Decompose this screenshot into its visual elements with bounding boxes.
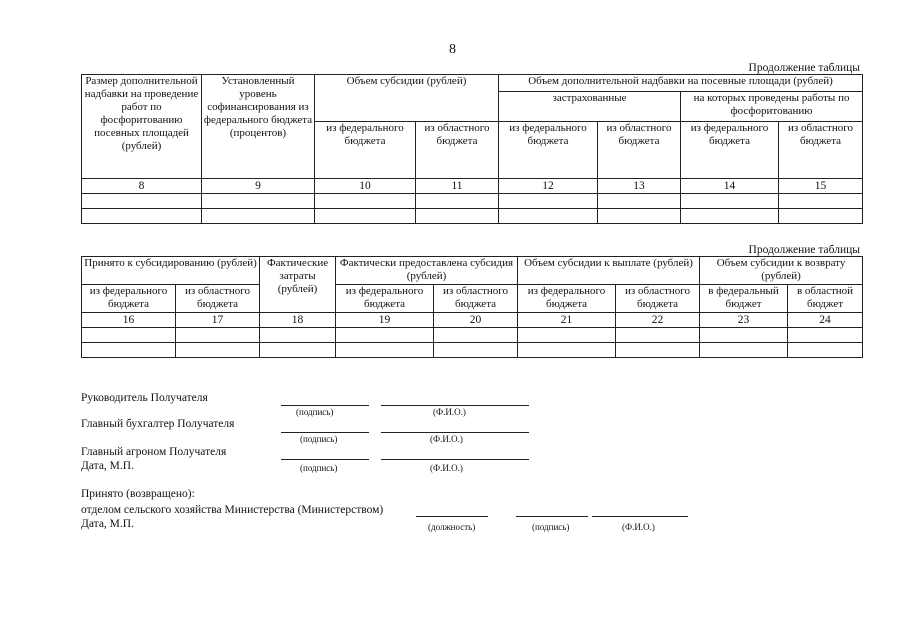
fio-caption: (Ф.И.О.)	[622, 522, 655, 532]
header-accepted: Принято к субсидированию (рублей)	[82, 257, 260, 285]
position-line	[416, 516, 488, 517]
col-number: 18	[260, 313, 336, 328]
header-provided: Фактически предоставлена субсидия (рублей)	[336, 257, 518, 285]
table-row	[82, 209, 863, 224]
col-number: 12	[499, 179, 598, 194]
col-number: 21	[518, 313, 616, 328]
signature-line	[281, 432, 369, 433]
col-number: 23	[700, 313, 788, 328]
chief-agronomist-label: Главный агроном Получателя	[81, 446, 227, 458]
header-extra-volume: Объем дополнительной надбавки на посевные площади (рублей)	[499, 75, 863, 92]
fio-line	[381, 459, 529, 460]
col-number: 16	[82, 313, 176, 328]
header-insured: застрахованные	[499, 92, 681, 122]
col-number: 20	[434, 313, 518, 328]
col-number: 19	[336, 313, 434, 328]
header-fed-19: из федерального бюджета	[336, 285, 434, 313]
col-number: 9	[202, 179, 315, 194]
header-fed-16: из федерального бюджета	[82, 285, 176, 313]
header-reg-13: из областного бюджета	[598, 122, 681, 179]
ministry-department-label: отделом сельского хозяйства Министерства (Министерством)	[81, 504, 384, 516]
header-return: Объем субсидии к возврату (рублей)	[700, 257, 863, 285]
header-fed-23: в федеральный бюджет	[700, 285, 788, 313]
table-row	[82, 194, 863, 209]
col-number: 24	[788, 313, 863, 328]
header-phosphorized: на которых проведены работы по фосфоритованию	[681, 92, 863, 122]
fio-caption: (Ф.И.О.)	[430, 463, 463, 473]
col-number: 17	[176, 313, 260, 328]
col-number: 22	[616, 313, 700, 328]
header-reg-11: из областного бюджета	[416, 122, 499, 179]
header-extra-size: Размер дополнительной надбавки на проведение работ по фосфоритованию посевных площадей (рублей)	[82, 75, 202, 179]
header-reg-15: из областного бюджета	[779, 122, 863, 179]
signature-line	[281, 405, 369, 406]
signature-line	[281, 459, 369, 460]
col-number: 11	[416, 179, 499, 194]
col-number: 13	[598, 179, 681, 194]
header-actual-costs: Фактические затраты (рублей)	[260, 257, 336, 313]
header-reg-20: из областного бюджета	[434, 285, 518, 313]
signature-caption: (подпись)	[300, 434, 338, 444]
header-payout: Объем субсидии к выплате (рублей)	[518, 257, 700, 285]
head-of-recipient-label: Руководитель Получателя	[81, 392, 208, 404]
header-cofinancing-level: Установленный уровень софинансирования из федерального бюджета (процентов)	[202, 75, 315, 179]
col-number: 14	[681, 179, 779, 194]
header-fed-10: из федерального бюджета	[315, 122, 416, 179]
signature-caption: (подпись)	[532, 522, 570, 532]
fio-caption: (Ф.И.О.)	[433, 407, 466, 417]
date-stamp-label: Дата, М.П.	[81, 518, 134, 530]
header-fed-12: из федерального бюджета	[499, 122, 598, 179]
col-number: 15	[779, 179, 863, 194]
signature-line	[516, 516, 588, 517]
table-row	[82, 328, 863, 343]
signature-caption: (подпись)	[300, 463, 338, 473]
fio-line	[381, 405, 529, 406]
date-stamp-label: Дата, М.П.	[81, 460, 134, 472]
col-number: 8	[82, 179, 202, 194]
header-reg-17: из областного бюджета	[176, 285, 260, 313]
header-reg-24: в областной бюджет	[788, 285, 863, 313]
accepted-returned-label: Принято (возвращено):	[81, 488, 195, 500]
fio-caption: (Ф.И.О.)	[430, 434, 463, 444]
col-number: 10	[315, 179, 416, 194]
header-subsidy-volume: Объем субсидии (рублей)	[315, 75, 499, 122]
header-fed-14: из федерального бюджета	[681, 122, 779, 179]
position-caption: (должность)	[428, 522, 476, 532]
chief-accountant-label: Главный бухгалтер Получателя	[81, 418, 235, 430]
table-row	[82, 343, 863, 358]
table-subsidy-result	[81, 256, 863, 358]
signature-caption: (подпись)	[296, 407, 334, 417]
header-reg-22: из областного бюджета	[616, 285, 700, 313]
continuation-label-2: Продолжение таблицы	[748, 244, 860, 256]
fio-line	[592, 516, 688, 517]
continuation-label-1: Продолжение таблицы	[748, 62, 860, 74]
page-number: 8	[449, 42, 456, 57]
table-subsidy-volume	[81, 74, 863, 224]
fio-line	[381, 432, 529, 433]
header-fed-21: из федерального бюджета	[518, 285, 616, 313]
